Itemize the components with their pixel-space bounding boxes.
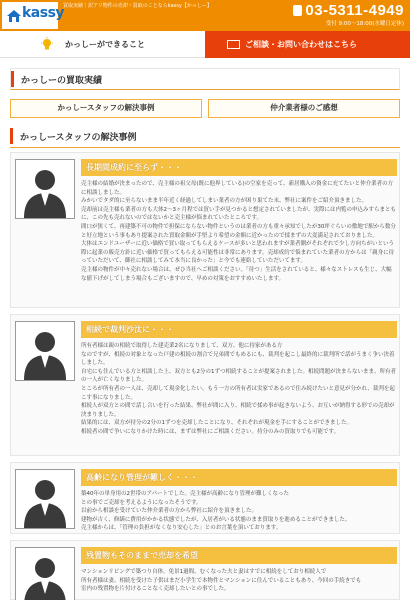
staff-avatar <box>15 469 75 529</box>
nav-contact-button[interactable] <box>205 31 410 58</box>
case-card <box>10 540 400 600</box>
phone-icon <box>293 5 302 16</box>
nav-services-label: かっしーができること <box>65 40 145 49</box>
results-section-title: かっしーの買取実績 <box>10 68 400 90</box>
main-nav <box>0 31 410 58</box>
tab-staff-cases[interactable]: かっしースタッフの解決事例 <box>10 99 202 118</box>
case-body: 築40年の単身用の2世帯のアパートでした。売主様が高齢になり管理が難しくなった との事でご売却を考えるようになったそうです。 以前から相談を受けていた仲介業者の方から弊社に紹介を頂きました。 建物が古く、修繕に費用がかかる状態でしたが、入居者がいる状態のまま買取りを進めることができました。 売主様からは、「管理の負担がなくなり安心した」とのお言葉を頂いております。 <box>81 491 351 532</box>
nav-contact-label: ご相談・お問い合わせはこちら <box>245 40 357 49</box>
staff-avatar <box>15 159 75 219</box>
case-card <box>10 462 400 534</box>
nav-services[interactable] <box>0 31 205 58</box>
person-icon <box>16 470 74 528</box>
staff-avatar <box>15 321 75 381</box>
case-body: 所有者様は親の相続で取得した建売業2名になりまして、双方、他に持家がある方 なのですが、相続の対象となった戸建の相続の割合で兄弟間でもめるにも、裁判を起こし最終的に裁判所で話がうまく争い決着しました。 自宅にも住んでいる方と相談した上、双方とも2分の1ずつ相続することが提案されました。相続問題が決まらないまま、所有者の一人が亡くなりました。 ところが所有者の一人は、売却して現金化したい、もう一方の所有者は実家であるので住み続けたいと意見が分かれ、裁判を起こす事になりました。 相続人が双方との間で話し合いを行った結果、弊社が間に入り、相続で揉め事が起きないよう、お互いが納得する形での売却が決まりました。 結果的には、双方が持分の2分の1ずつを売却したことになり、それぞれが現金を手にすることができました。 相続者の間で争いになりかけた時には、まずは弊社にご相談ください。持分のみの買取りでも可能です。 <box>81 343 397 435</box>
title-accent-bar <box>11 71 14 87</box>
business-hours: 受付 9:00〜18:00(水曜日定休) <box>325 21 404 27</box>
site-header <box>0 0 410 31</box>
case-title-bar: 高齢になり管理が難しく・・・ <box>81 469 397 486</box>
case-title-bar: 長期間成約に至らず・・・ <box>81 159 397 176</box>
case-card <box>10 152 400 308</box>
person-icon <box>16 322 74 380</box>
person-icon <box>16 160 74 218</box>
logo-text: kassy <box>22 5 65 21</box>
case-body: 売主様の結婚が決まったので、売主様の祖父母(既に他界している)の空家を売って、新居購入の資金に充てたいと仲介業者の方に相談しました。 みかいでタダ的に至らないまま半年近く経過してしまい業者の方が困り果てた末、弊社に案件をご紹介頂きました。 売却前は売主様も業者の方も大体2〜3ヶ月程では買い手が見つかると想定されていましたが、実際には内覧の申込みすらまともに、この先も売れないのではないかと売主様が悩まれていたところです。 間口が狭くて、再建築不可の物件で担保にならない物件というのは業者の方も重々承知でしたが30坪ぐらいの敷地で駅から数分と好立地という事もあり提案された買取金額が手堅より希望の金額に近かったので揉まずの大変満足されておりました。 大体はエンドユーザーに近い価格で買い取ってもらえるケースが多いと思われますが業者側がそれぞれで少し方向ちがいという際に起業の販売方針に近い価格で買ってもらえる可能性は非常にあります。売却成約で悩まれていた業者の方からは「親身に待っていただいて、御社に相談してみて本当に良かった」と今でも連絡していただいてます。 売主様の物件が中々売れない場合は、ぜひ当社へご相談ください。「待つ」生活をされていると、様々なストレスも生じ、大幅な値下げがしてしまう場合もございますので、早めの対策をおすすめいたします。 <box>81 181 397 282</box>
site-logo[interactable] <box>0 0 65 31</box>
lightbulb-icon <box>40 37 54 51</box>
case-card <box>10 314 400 456</box>
staff-avatar <box>15 547 75 600</box>
title-accent-bar <box>10 128 13 144</box>
person-icon <box>16 548 74 600</box>
phone-number[interactable]: 03-5311-4949 <box>293 2 404 19</box>
mail-icon <box>227 40 240 49</box>
cases-section-title: かっしースタッフの解決事例 <box>10 126 400 148</box>
tab-agent-reviews[interactable]: 仲介業者様のご感想 <box>208 99 400 118</box>
case-body: マンションリビングで築つり自体。免景1過間、むくなった夫と妻はすでに相続をしており相続人で 所有者様は妻、相続を受けた子供はまだ小学生で本物件とマンションに住んでいることもあり、今回の手続きでも 室内の残置物を片付けることなく売却したいとの事でした。 <box>81 569 362 593</box>
case-title-bar: 残置物もそのままで売却を希望 <box>81 547 397 564</box>
case-title-bar: 相続で裁判沙汰に・・・ <box>81 321 397 338</box>
house-icon <box>6 8 22 24</box>
header-tagline: 買取実績｜訳アリ物件の売却・買取のことならkassy【かっしー】 <box>63 3 212 9</box>
